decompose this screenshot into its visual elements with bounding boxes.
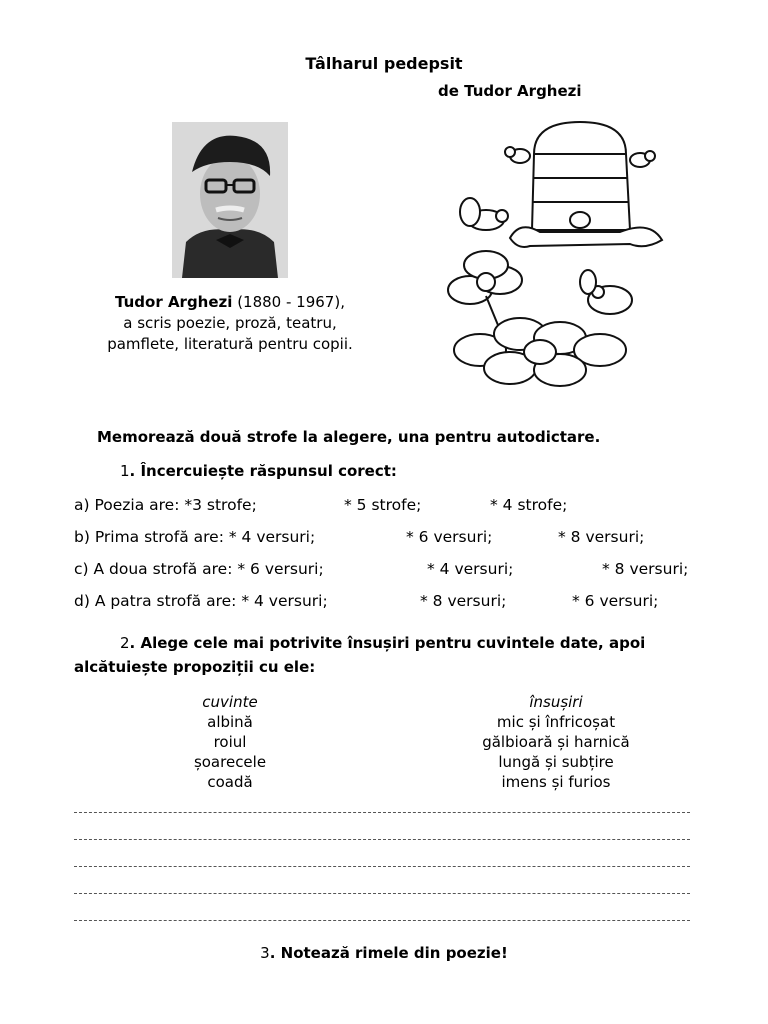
- answer-b-prompt: b) Prima strofă are: * 4 versuri;: [74, 528, 316, 546]
- qualities-column: [446, 692, 666, 792]
- question-1-label: . Încercuiește răspunsul corect:: [129, 462, 397, 480]
- word-item: roiul: [213, 733, 247, 751]
- writing-line[interactable]: [74, 866, 690, 867]
- writing-line[interactable]: [74, 893, 690, 894]
- instruction-text: Memorează două strofe la alegere, una pentru autodictare.: [97, 428, 601, 446]
- quality-item: lungă și subțire: [498, 753, 614, 771]
- question-2-line-2: alcătuiește propoziții cu ele:: [74, 658, 316, 676]
- writing-line[interactable]: [74, 920, 690, 921]
- answer-d-option-3: * 6 versuri;: [572, 592, 659, 610]
- bio-years: (1880 - 1967),: [232, 293, 345, 311]
- answer-b-option-3: * 8 versuri;: [558, 528, 645, 546]
- author-portrait: [172, 122, 288, 278]
- answer-d-prompt: d) A patra strofă are: * 4 versuri;: [74, 592, 328, 610]
- bio-line-3: pamflete, literatură pentru copii.: [107, 335, 353, 353]
- writing-line[interactable]: [74, 812, 690, 813]
- quality-item: mic și înfricoșat: [496, 713, 616, 731]
- bio-name: Tudor Arghezi: [115, 293, 233, 311]
- author-line: de Tudor Arghezi: [438, 82, 582, 100]
- answer-b-option-2: * 6 versuri;: [406, 528, 493, 546]
- author-bio: [60, 292, 400, 355]
- question-2-line-1: . Alege cele mai potrivite însușiri pentru cuvintele date, apoi: [129, 634, 646, 652]
- question-3-label: . Notează rimele din poezie!: [269, 944, 508, 962]
- words-column-header: cuvinte: [202, 693, 258, 711]
- answer-d-option-2: * 8 versuri;: [420, 592, 507, 610]
- quality-item: imens și furios: [501, 773, 611, 791]
- writing-line[interactable]: [74, 839, 690, 840]
- word-item: coadă: [207, 773, 253, 791]
- answer-c-prompt: c) A doua strofă are: * 6 versuri;: [74, 560, 324, 578]
- bio-line-2: a scris poezie, proză, teatru,: [123, 314, 337, 332]
- word-item: albină: [207, 713, 253, 731]
- word-item: șoarecele: [193, 753, 267, 771]
- question-1-number: 1: [120, 462, 130, 480]
- quality-item: gălbioară și harnică: [482, 733, 630, 751]
- words-column: [160, 692, 300, 792]
- question-1-heading: [120, 462, 397, 480]
- qualities-column-header: însușiri: [529, 693, 583, 711]
- question-2-number: 2: [120, 634, 130, 652]
- answer-a-option-3: * 4 strofe;: [490, 496, 568, 514]
- question-3-heading: [0, 944, 768, 962]
- question-3-number: 3: [260, 944, 270, 962]
- answer-c-option-3: * 8 versuri;: [602, 560, 689, 578]
- answer-a-prompt: a) Poezia are: *3 strofe;: [74, 496, 257, 514]
- answer-c-option-2: * 4 versuri;: [427, 560, 514, 578]
- question-2-heading: [120, 634, 645, 652]
- page-title: Tâlharul pedepsit: [305, 54, 463, 73]
- answer-a-option-2: * 5 strofe;: [344, 496, 422, 514]
- beehive-flowers-illustration: [440, 120, 670, 390]
